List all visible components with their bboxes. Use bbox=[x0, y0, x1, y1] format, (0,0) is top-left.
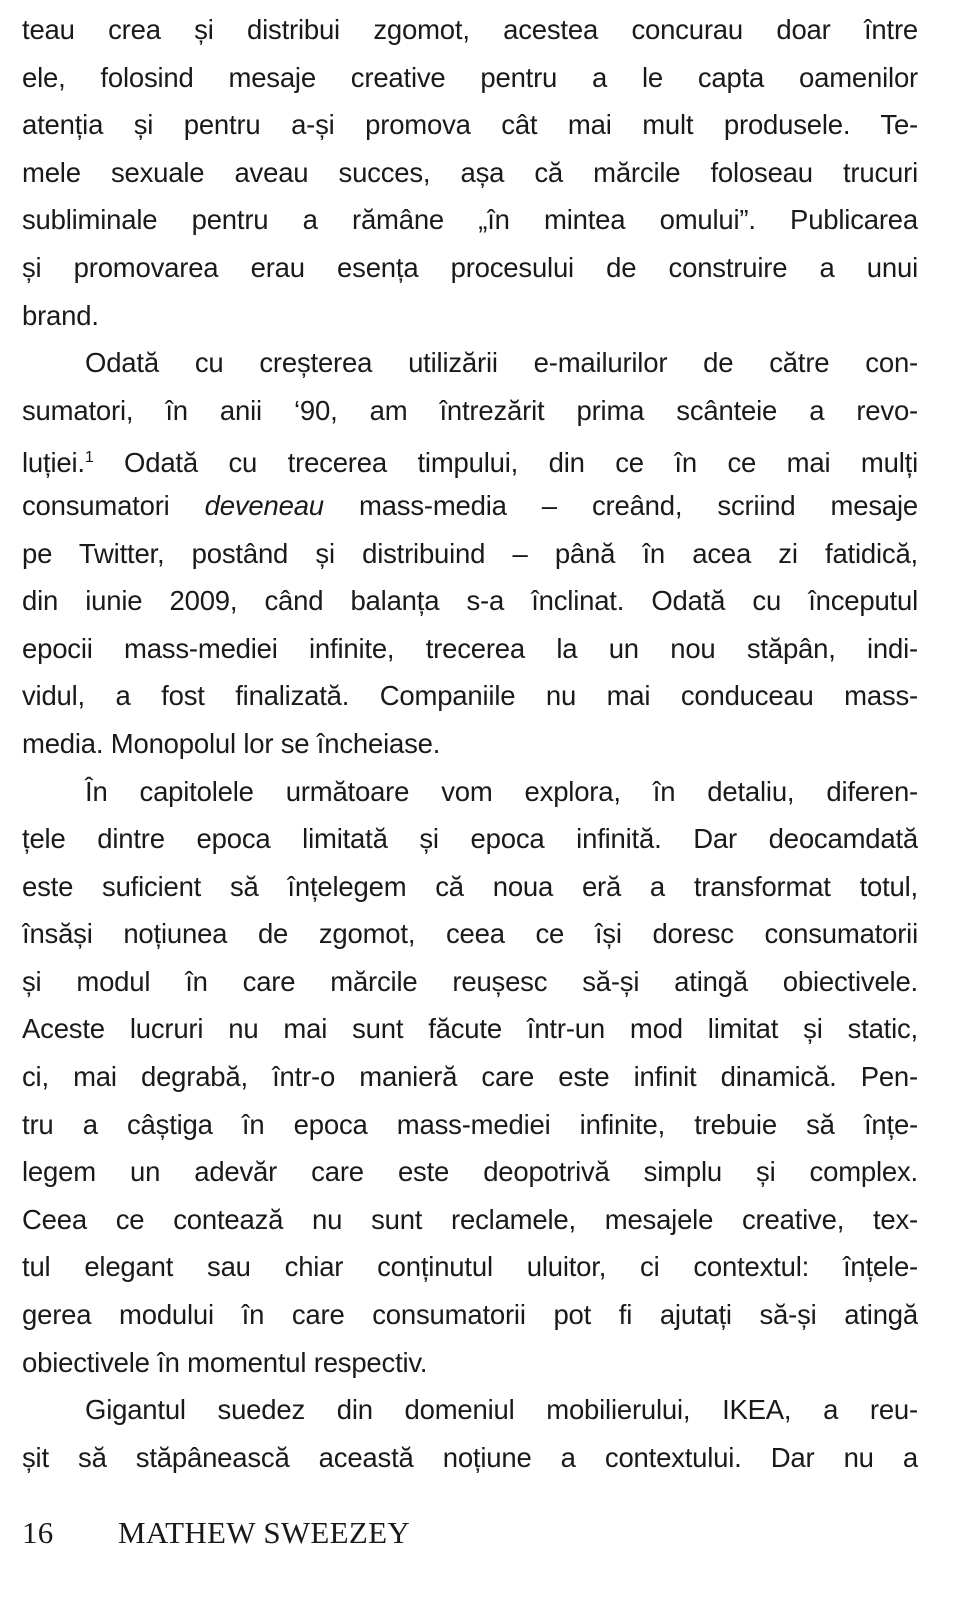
text-segment: Aceste lucruri nu mai sunt făcute într-un mod limitat și static, bbox=[22, 1013, 918, 1045]
text-segment: din iunie 2009, când balanța s-a înclinat. Odată cu începutul bbox=[22, 585, 918, 617]
text-line bbox=[22, 434, 918, 482]
text-line bbox=[22, 1339, 918, 1387]
text-segment: Ceea ce contează nu sunt reclamele, mesajele creative, tex- bbox=[22, 1203, 918, 1235]
running-head-author: MATHEW SWEEZEY bbox=[118, 1515, 411, 1550]
text-segment: brand. bbox=[22, 299, 99, 331]
page-footer bbox=[22, 1515, 410, 1551]
text-segment: subliminale pentru a rămâne „în mintea omului”. Publicarea bbox=[22, 204, 918, 236]
text-line bbox=[22, 1291, 918, 1339]
text-segment: Odată cu creșterea utilizării e-mailurilor de către con- bbox=[85, 347, 918, 379]
text-line bbox=[22, 482, 918, 530]
footnote-reference: 1 bbox=[84, 449, 94, 467]
text-line bbox=[22, 625, 918, 673]
text-line bbox=[22, 863, 918, 911]
text-segment: Odată cu trecerea timpului, din ce în ce mai mulți bbox=[93, 447, 918, 479]
text-line bbox=[22, 54, 918, 102]
text-line bbox=[22, 1386, 918, 1434]
page-number: 16 bbox=[22, 1515, 54, 1550]
text-line bbox=[22, 1196, 918, 1244]
text-segment: teau crea și distribui zgomot, acestea concurau doar între bbox=[22, 14, 918, 45]
text-line bbox=[22, 768, 918, 816]
text-line bbox=[22, 815, 918, 863]
text-line bbox=[22, 6, 918, 54]
text-line bbox=[22, 958, 918, 1006]
text-segment: În capitolele următoare vom explora, în detaliu, diferen- bbox=[85, 775, 918, 807]
text-line bbox=[22, 577, 918, 625]
text-line bbox=[22, 910, 918, 958]
text-line bbox=[22, 672, 918, 720]
text-segment: pe Twitter, postând și distribuind – până în acea zi fatidică, bbox=[22, 537, 918, 569]
text-segment: mass-media – creând, scriind mesaje bbox=[323, 489, 918, 521]
text-line bbox=[22, 1053, 918, 1101]
text-line bbox=[22, 149, 918, 197]
text-line bbox=[22, 387, 918, 435]
text-line bbox=[22, 530, 918, 578]
text-line bbox=[22, 1005, 918, 1053]
text-line bbox=[22, 1148, 918, 1196]
text-line bbox=[22, 292, 918, 340]
text-segment: tul elegant sau chiar conținutul uluitor, ci contextul: înțele- bbox=[22, 1251, 918, 1283]
text-line bbox=[22, 1434, 918, 1482]
text-segment: și modul în care mărcile reușesc să-și atingă obiectivele. bbox=[22, 965, 918, 997]
text-segment: obiectivele în momentul respectiv. bbox=[22, 1346, 428, 1378]
text-segment: vidul, a fost finalizată. Companiile nu mai conduceau mass- bbox=[22, 680, 918, 712]
text-segment: epocii mass-mediei infinite, trecerea la un nou stăpân, indi- bbox=[22, 632, 918, 664]
text-line bbox=[22, 196, 918, 244]
text-line bbox=[22, 1243, 918, 1291]
text-segment: șit să stăpânească această noțiune a contextului. Dar nu a bbox=[22, 1441, 918, 1473]
body-text bbox=[22, 6, 918, 1481]
text-segment: legem un adevăr care este deopotrivă simplu și complex. bbox=[22, 1156, 918, 1188]
text-segment: și promovarea erau esența procesului de construire a unui bbox=[22, 251, 918, 283]
text-segment: însăși noțiunea de zgomot, ceea ce își doresc consumatorii bbox=[22, 918, 918, 950]
italic-text: deveneau bbox=[204, 489, 324, 521]
text-segment: gerea modului în care consumatorii pot fi ajutați să-și atingă bbox=[22, 1299, 918, 1331]
text-line bbox=[22, 339, 918, 387]
text-segment: tru a câștiga în epoca mass-mediei infinite, trebuie să înțe- bbox=[22, 1108, 918, 1140]
text-segment: consumatori bbox=[22, 489, 205, 521]
text-segment: atenția și pentru a-și promova cât mai mult produsele. Te- bbox=[22, 109, 918, 141]
text-segment: țele dintre epoca limitată și epoca infinită. Dar deocamdată bbox=[22, 823, 918, 855]
text-segment: ele, folosind mesaje creative pentru a le capta oamenilor bbox=[22, 61, 918, 93]
text-segment: media. Monopolul lor se încheiase. bbox=[22, 727, 441, 759]
text-segment: mele sexuale aveau succes, așa că mărcile foloseau trucuri bbox=[22, 156, 918, 188]
text-segment: este suficient să înțelegem că noua eră a transformat totul, bbox=[22, 870, 918, 902]
text-segment: ci, mai degrabă, într-o manieră care este infinit dinamică. Pen- bbox=[22, 1061, 918, 1093]
text-segment: Gigantul suedez din domeniul mobilierului, IKEA, a reu- bbox=[85, 1394, 918, 1426]
text-line bbox=[22, 1101, 918, 1149]
text-segment: sumatori, în anii ‘90, am întrezărit prima scânteie a revo- bbox=[22, 394, 918, 426]
text-line bbox=[22, 244, 918, 292]
text-segment: luției. bbox=[22, 447, 85, 479]
text-line bbox=[22, 101, 918, 149]
text-line bbox=[22, 720, 918, 768]
